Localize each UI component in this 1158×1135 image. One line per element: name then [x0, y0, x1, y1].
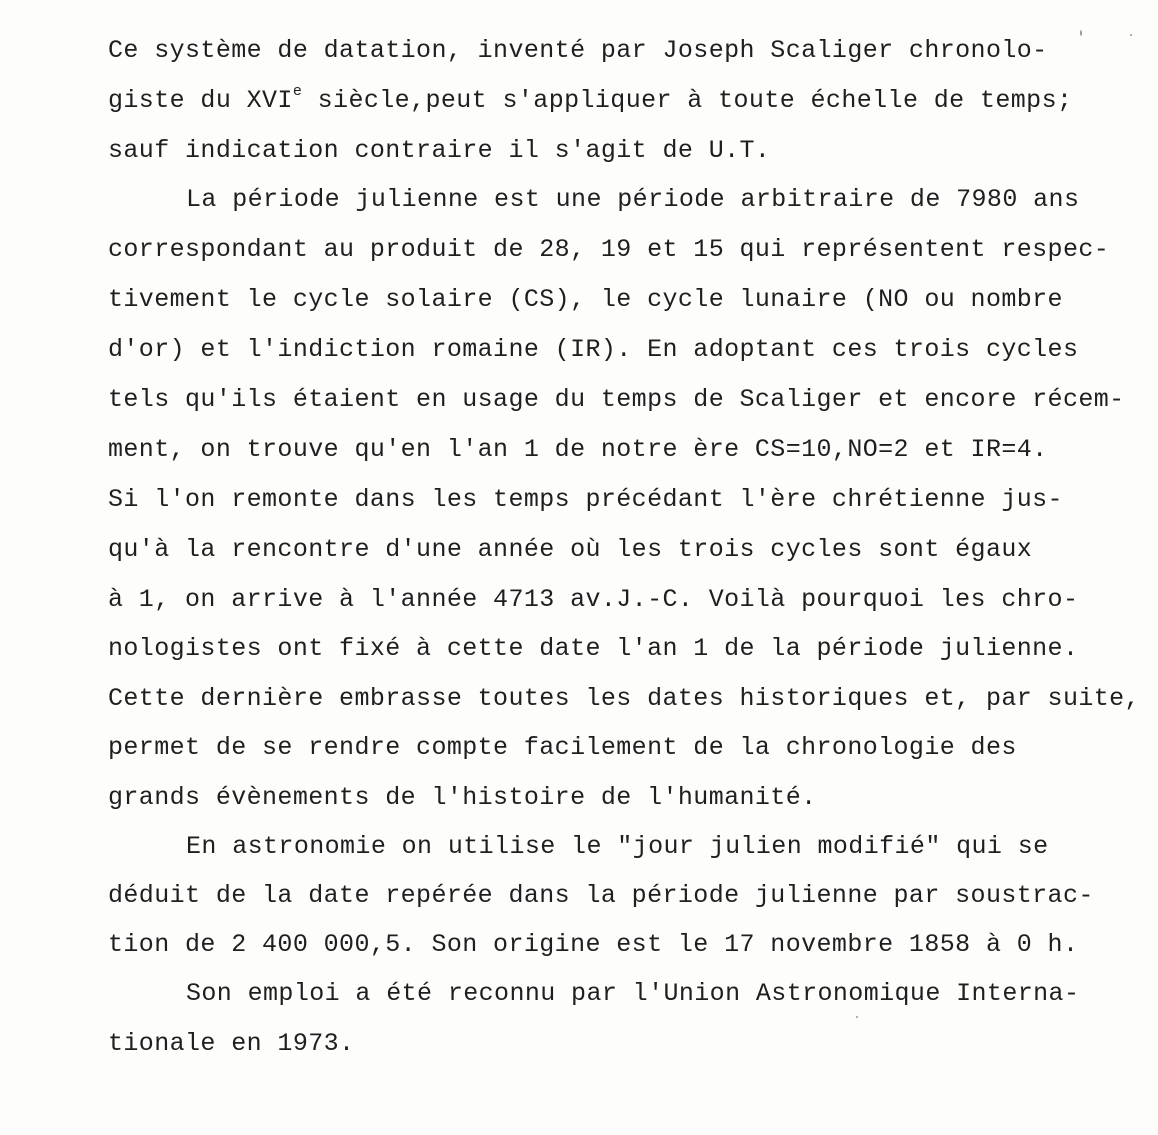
paragraph-start-line: En astronomie on utilise le "jour julien modifié" qui se	[186, 832, 1049, 861]
paper-speck	[1130, 34, 1132, 36]
text-line: permet de se rendre compte facilement de la chronologie des	[108, 733, 1017, 762]
paragraph-start-line: La période julienne est une période arbitraire de 7980 ans	[186, 185, 1080, 214]
text-line: qu'à la rencontre d'une année où les trois cycles sont égaux	[108, 535, 1033, 564]
superscript: e	[292, 83, 303, 100]
text-line: déduit de la date repérée dans la période julienne par soustrac-	[108, 881, 1094, 910]
text-line: Si l'on remonte dans les temps précédant l'ère chrétienne jus-	[108, 485, 1063, 514]
text-line: tivement le cycle solaire (CS), le cycle lunaire (NO ou nombre	[108, 285, 1063, 314]
text-line	[108, 83, 1073, 119]
text-fragment: siècle,peut s'appliquer à toute échelle de temps;	[302, 86, 1073, 115]
text-line: d'or) et l'indiction romaine (IR). En adoptant ces trois cycles	[108, 335, 1079, 364]
text-line: Ce système de datation, inventé par Joseph Scaliger chronolo-	[108, 36, 1048, 65]
text-line: correspondant au produit de 28, 19 et 15 qui représentent respec-	[108, 235, 1110, 264]
text-line: tionale en 1973.	[108, 1029, 355, 1058]
text-line: Cette dernière embrasse toutes les dates historiques et, par suite,	[108, 684, 1140, 713]
text-line: tion de 2 400 000,5. Son origine est le 17 novembre 1858 à 0 h.	[108, 930, 1079, 959]
paper-speck	[856, 1016, 858, 1018]
text-line: sauf indication contraire il s'agit de U.T.	[108, 136, 771, 165]
text-line: nologistes ont fixé à cette date l'an 1 de la période julienne.	[108, 634, 1079, 663]
text-line: grands évènements de l'histoire de l'humanité.	[108, 783, 817, 812]
text-line: ment, on trouve qu'en l'an 1 de notre ère CS=10,NO=2 et IR=4.	[108, 435, 1048, 464]
paragraph-start-line: Son emploi a été reconnu par l'Union Astronomique Interna-	[186, 979, 1080, 1008]
text-line: tels qu'ils étaient en usage du temps de Scaliger et encore récem-	[108, 385, 1125, 414]
paper-speck	[1080, 30, 1082, 36]
text-line: à 1, on arrive à l'année 4713 av.J.-C. Voilà pourquoi les chro-	[108, 585, 1079, 614]
text-fragment: giste du XVI	[108, 86, 293, 115]
